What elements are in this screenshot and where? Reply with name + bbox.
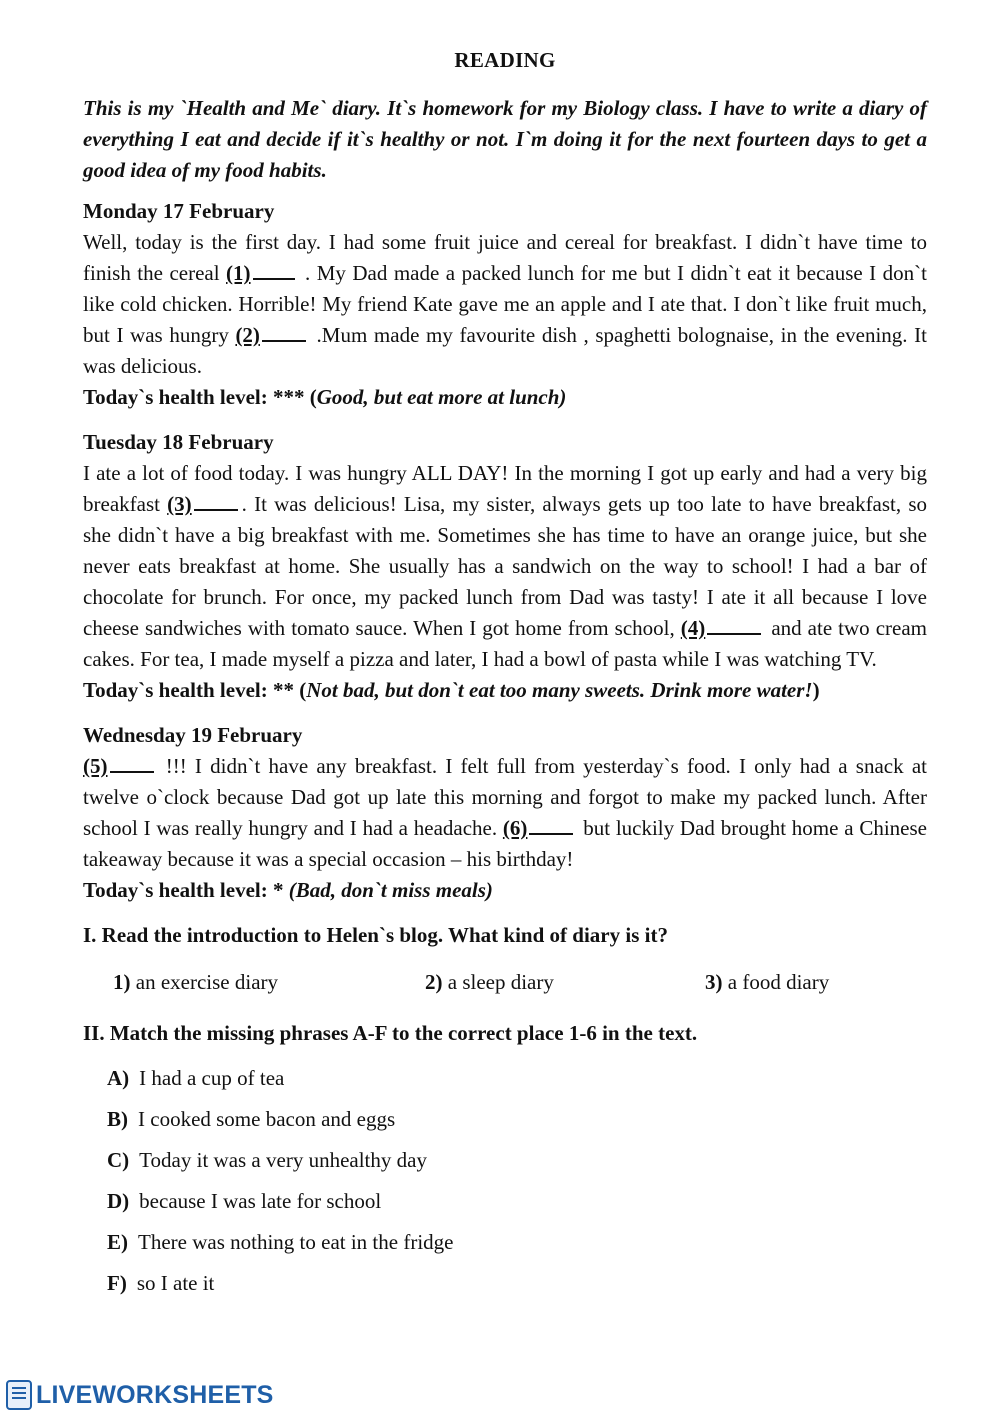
gap-6-line	[529, 831, 573, 835]
entry-date: Monday 17 February	[83, 199, 275, 223]
liveworksheets-logo	[6, 1380, 274, 1410]
health-level	[83, 875, 927, 906]
phrase-letter: E)	[107, 1230, 128, 1254]
phrase-text: There was nothing to eat in the fridge	[138, 1230, 454, 1254]
gap-3[interactable]: (3)	[167, 492, 192, 516]
entry-text	[83, 458, 927, 675]
phrase-item	[107, 1186, 927, 1217]
question-1: I. Read the introduction to Helen`s blog. What kind of diary is it?	[83, 923, 668, 947]
entry-date: Wednesday 19 February	[83, 723, 303, 747]
diary-entry-tuesday	[83, 427, 927, 706]
phrase-text: I had a cup of tea	[139, 1066, 285, 1090]
entry-date: Tuesday 18 February	[83, 430, 274, 454]
phrase-letter: D)	[107, 1189, 130, 1213]
health-label: Today`s health level: *** (	[83, 385, 317, 409]
health-note: Good, but eat more at lunch)	[316, 385, 567, 409]
phrase-text: so I ate it	[136, 1271, 215, 1295]
health-level	[83, 675, 927, 706]
text-segment: !!! I didn`t have any breakfast. I felt full from yesterday`s food. I only had a snack at twelve o`clock because Dad got up late this morning and forgot to make my packed lunch. After school I was really hungry and I had a headache.	[83, 754, 927, 840]
health-label: Today`s health level: ** (	[83, 678, 307, 702]
entry-text	[83, 751, 927, 875]
worksheet-icon	[6, 1380, 32, 1410]
text-segment: I ate a lot of food today. I was hungry ALL DAY! In the morning I got up early and had a very big breakfast	[83, 461, 927, 516]
gap-1[interactable]: (1)	[226, 261, 251, 285]
text-segment: and ate two cream cakes. For tea, I made myself a pizza and later, I had a bowl of pasta while I was watching TV.	[83, 616, 928, 671]
phrase-item	[107, 1227, 927, 1258]
option-1[interactable]	[113, 967, 425, 998]
gap-6[interactable]: (6)	[502, 816, 528, 840]
phrase-item	[107, 1104, 927, 1135]
option-number: 1)	[113, 970, 131, 994]
phrase-text: Today it was a very unhealthy day	[139, 1148, 427, 1172]
health-note: (Bad, don`t miss meals)	[288, 878, 493, 902]
gap-5[interactable]: (5)	[83, 754, 108, 778]
entry-text	[83, 227, 927, 382]
option-text: a food diary	[722, 970, 830, 994]
gap-3-line	[194, 507, 238, 511]
worksheet	[83, 44, 927, 1309]
diary-entry-wednesday	[83, 720, 927, 906]
logo-text: LIVEWORKSHEETS	[36, 1380, 274, 1409]
gap-4-line	[707, 631, 761, 635]
gap-4[interactable]: (4)	[680, 616, 706, 640]
option-number: 2)	[425, 970, 443, 994]
phrase-letter: A)	[107, 1066, 130, 1090]
health-level	[83, 382, 927, 413]
question-2: II. Match the missing phrases A-F to the correct place 1-6 in the text.	[83, 1021, 698, 1045]
page-title: READING	[454, 48, 556, 72]
option-text: a sleep diary	[442, 970, 554, 994]
intro-paragraph: This is my `Health and Me` diary. It`s homework for my Biology class. I have to write a diary of everything I eat and decide if it`s healthy or not. I`m doing it for the next fourteen days to get a good idea of my food habits.	[83, 96, 927, 182]
gap-1-line	[253, 276, 295, 280]
health-end: )	[812, 678, 820, 702]
gap-2-line	[262, 338, 306, 342]
option-number: 3)	[705, 970, 723, 994]
option-3[interactable]	[705, 967, 829, 998]
question-1-options	[113, 967, 927, 998]
text-segment: .Mum made my favourite dish , spaghetti bolognaise, in the evening. It was delicious.	[83, 323, 927, 378]
text-segment: . It was delicious! Lisa, my sister, always gets up too late to have breakfast, so she didn`t have a big breakfast with me. Sometimes she has time to have an orange juice, but she never eats breakfast at home. She usually has a sandwich on the way to school! I had a bar of chocolate for brunch. For once, my packed lunch from Dad was tasty! I ate it all because I love cheese sandwiches with tomato sauce. When I got home from school,	[83, 492, 927, 640]
health-label: Today`s health level: *	[83, 878, 289, 902]
phrase-list	[107, 1063, 927, 1299]
phrase-text: I cooked some bacon and eggs	[138, 1107, 396, 1131]
gap-2[interactable]: (2)	[235, 323, 260, 347]
phrase-item	[107, 1145, 927, 1176]
text-segment: but luckily Dad brought home a Chinese takeaway because it was a special occasion – his birthday!	[83, 816, 928, 871]
text-segment: . My Dad made a packed lunch for me but I didn`t eat it because I don`t like cold chicken. Horrible! My friend Kate gave me an apple and I ate that. I don`t like fruit much, but I was hungry	[83, 261, 927, 347]
phrase-item	[107, 1063, 927, 1094]
text-segment: Well, today is the first day. I had some fruit juice and cereal for breakfast. I didn`t have time to finish the cereal	[83, 230, 927, 285]
health-note: Not bad, but don`t eat too many sweets. Drink more water!	[306, 678, 813, 702]
phrase-letter: B)	[107, 1107, 128, 1131]
diary-entry-monday	[83, 196, 927, 413]
gap-5-line	[110, 769, 154, 773]
phrase-text: because I was late for school	[139, 1189, 382, 1213]
option-text: an exercise diary	[130, 970, 279, 994]
option-2[interactable]	[425, 967, 705, 998]
phrase-letter: C)	[107, 1148, 130, 1172]
phrase-letter: F)	[107, 1271, 127, 1295]
phrase-item	[107, 1268, 927, 1299]
